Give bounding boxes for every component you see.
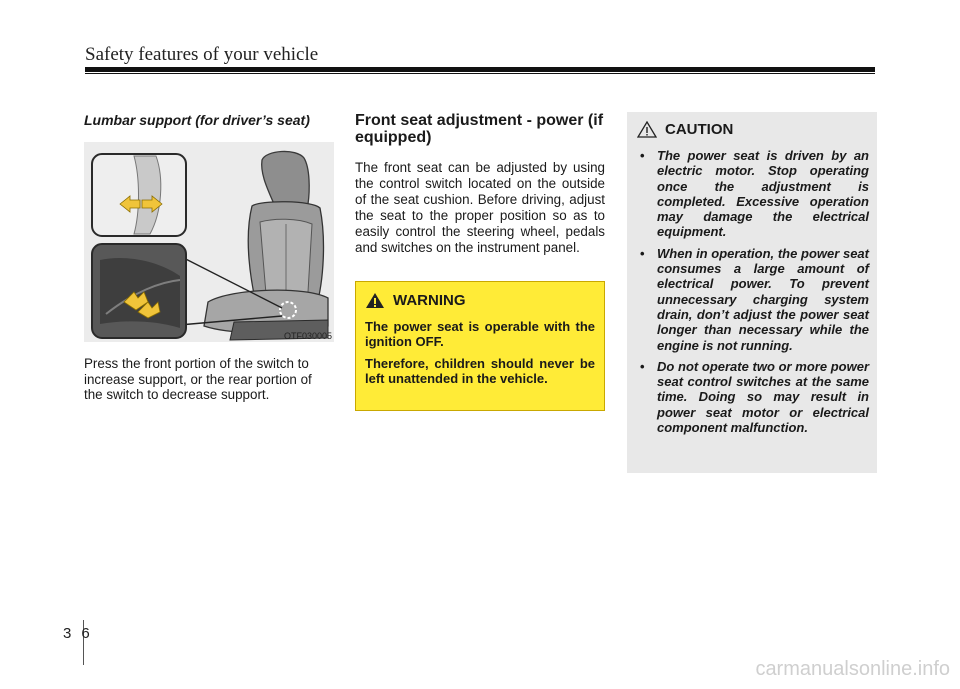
caution-triangle-icon [637,121,657,138]
seat-illustration [84,142,334,342]
caution-box [627,112,877,473]
caution-item [637,148,869,240]
power-seat-section [355,112,605,256]
caution-item-text: The power seat is driven by an electric motor. Stop operating once the adjustment is completed. Excessive operation may damage the electrical equipment. [657,148,869,240]
lumbar-heading: Lumbar support (for driver’s seat) [84,112,310,128]
power-seat-body-text: The front seat can be adjusted by using the control switch located on the outside of the seat cushion. Before driving, adjust the seat to the proper position so as to easily control the steering wheel, pedals and switches on the instrument panel. [355,160,605,255]
watermark[interactable]: carmanualsonline.info [755,658,950,680]
page-number-value: 6 [81,625,90,642]
bullet-icon: • [640,245,645,261]
warning-paragraph: Therefore, children should never be left unattended in the vehicle. [365,356,595,386]
figure-code: OTF030005 [283,331,332,341]
warning-title: WARNING [393,292,466,309]
caution-title: CAUTION [665,121,734,138]
chapter-number: 3 [63,625,72,642]
page-header-title: Safety features of your vehicle [85,44,319,65]
caution-item [637,246,869,353]
caution-item [637,359,869,435]
bullet-icon: • [640,358,645,374]
power-seat-heading: Front seat adjustment - power (if equipped) [355,112,604,146]
warning-box [355,281,605,411]
warning-triangle-icon [365,292,385,309]
warning-paragraph: The power seat is operable with the ignition OFF. [365,319,595,349]
header-rule-thin [85,73,875,74]
seat-figure [84,142,334,342]
page-number [63,625,90,642]
caution-list [637,148,869,435]
lumbar-section [84,112,334,403]
lumbar-body-text: Press the front portion of the switch to increase support, or the rear portion of the switch to decrease support. [84,356,312,402]
caution-item-text: Do not operate two or more power seat control switches at the same time. Doing so may result in power seat motor or electrical component malfunction. [657,358,869,436]
caution-item-text: When in operation, the power seat consumes a large amount of electrical power. To prevent unnecessary charging system drain, don’t adjust the power seat longer than necessary while the engine is not running. [657,245,869,353]
bullet-icon: • [640,148,645,163]
header-rule [85,67,875,72]
